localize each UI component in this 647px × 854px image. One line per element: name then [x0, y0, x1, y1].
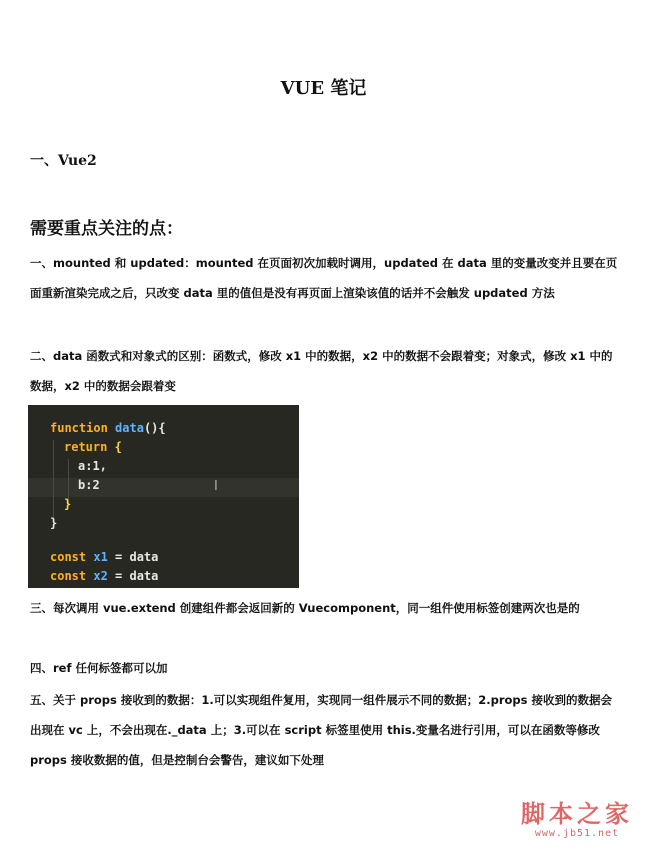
point-1-paragraph: 一、mounted 和 updated：mounted 在页面初次加载时调用，updated 在 data 里的变量改变并且要在页面重新渲染完成之后，只改变 data 里的值但是没有再页面上渲染该值的话并不会触发 updated 方法 — [30, 256, 618, 300]
code-line-8: const x2 = data — [50, 569, 159, 583]
code-line-3: a:1, — [78, 459, 107, 473]
watermark-url: www.jb51.net — [534, 828, 620, 839]
indent-guide — [53, 440, 54, 523]
point-4-paragraph: 四、ref 任何标签都可以加 — [30, 661, 168, 675]
text-cursor-icon: I — [214, 479, 218, 494]
code-line-4: b:2 — [78, 478, 100, 492]
code-line-2: return { — [64, 440, 122, 454]
section-heading-key-points: 需要重点关注的点： — [30, 219, 183, 239]
code-line-1: function data(){ — [50, 421, 166, 435]
section-heading-vue2: 一、Vue2 — [30, 153, 97, 169]
code-line-5: } — [64, 497, 72, 511]
site-watermark — [521, 800, 633, 839]
point-3-paragraph: 三、每次调用 vue.extend 创建组件都会返回新的 Vuecomponent，同一组件使用标签创建两次也是的 — [30, 601, 580, 615]
code-line-6: } — [50, 516, 58, 530]
point-2-paragraph: 二、data 函数式和对象式的区别：函数式，修改 x1 中的数据，x2 中的数据不会跟着变；对象式，修改 x1 中的数据，x2 中的数据会跟着变 — [30, 349, 613, 393]
document-title: VUE 笔记 — [280, 78, 367, 99]
point-5-paragraph: 五、关于 props 接收到的数据：1.可以实现组件复用，实现同一组件展示不同的数据；2.props 接收到的数据会出现在 vc 上，不会出现在._data 上；3.可以在 script 标签里使用 this.变量名进行引用，可以在函数等修改 props 接收数据的值，但是控制台会警告，建议如下处理 — [30, 693, 613, 767]
code-line-7: const x1 = data — [50, 550, 159, 564]
watermark-logo-text: 脚本之家 — [521, 800, 633, 828]
code-screenshot — [28, 405, 299, 588]
